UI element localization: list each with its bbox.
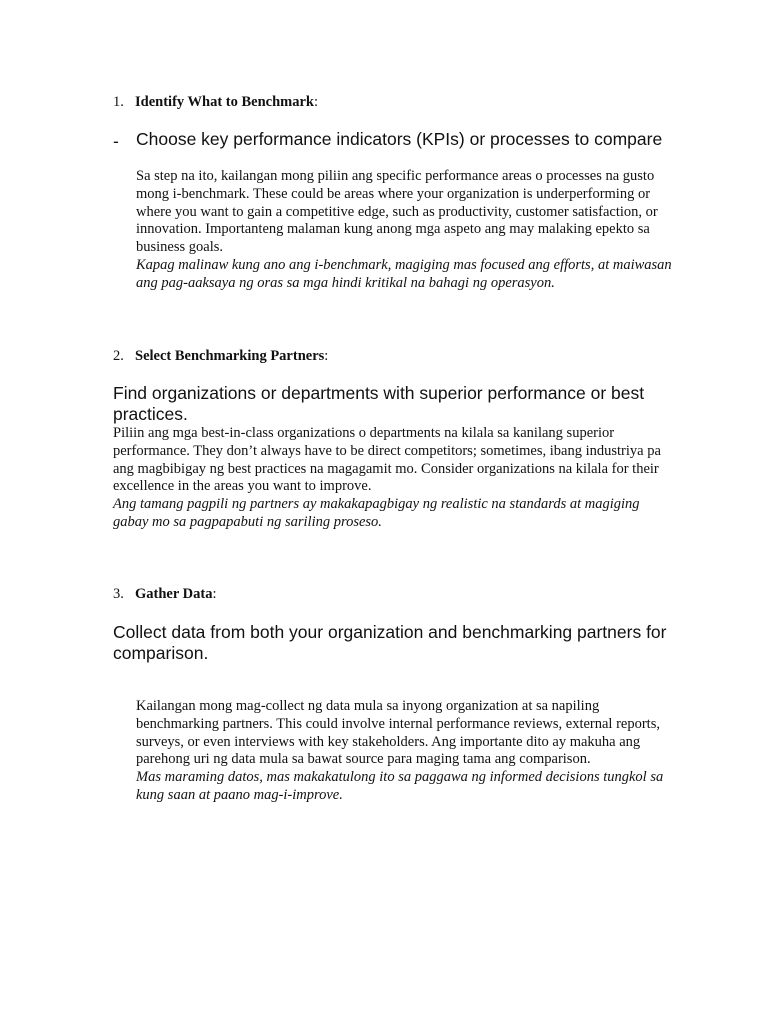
section-3-note: Mas maraming datos, mas makakatulong ito sa paggawa ng informed decisions tungkol sa kung saan at paano mag-i-improve. bbox=[136, 769, 664, 803]
section-3-subheading: Collect data from both your organization and benchmarking partners for comparison. bbox=[113, 622, 667, 663]
section-2-heading bbox=[113, 348, 673, 368]
section-2-subheading: Find organizations or departments with superior performance or best practices. bbox=[113, 383, 645, 424]
section-1-bullet: - bbox=[113, 131, 119, 151]
section-2-number: 2. bbox=[113, 348, 124, 364]
section-2-title: Select Benchmarking Partners bbox=[135, 348, 325, 364]
section-1-note: Kapag malinaw kung ano ang i-benchmark, magiging mas focused ang efforts, at maiwasan ang pag-aaksaya ng oras sa mga hindi kritikal na bahagi ng operasyon. bbox=[136, 256, 672, 291]
section-3-heading bbox=[113, 586, 673, 606]
section-2-body: Piliin ang mga best-in-class organizations o departments na kilala sa kanilang superior performance. They don’t always have to be direct competitors; sometimes, ibang industriya pa ang magbibigay ng best practices na magagamit mo. Consider organizations na kilala for their excellence in the areas you want to improve. bbox=[113, 425, 661, 495]
section-1-title: Identify What to Benchmark bbox=[135, 94, 314, 110]
section-3-colon: : bbox=[212, 586, 217, 602]
section-3-content bbox=[136, 698, 671, 805]
section-1-subheading: Choose key performance indicators (KPIs) or processes to compare bbox=[136, 129, 663, 149]
section-2-colon: : bbox=[324, 348, 329, 364]
section-2-note: Ang tamang pagpili ng partners ay makakapagbigay ng realistic na standards at magiging gabay mo sa pagpapabuti ng sariling proseso. bbox=[113, 496, 640, 530]
section-1-number: 1. bbox=[113, 94, 124, 110]
section-3-number: 3. bbox=[113, 586, 124, 602]
section-1-content bbox=[136, 168, 676, 293]
section-2-content bbox=[113, 425, 673, 532]
section-1-heading bbox=[113, 94, 673, 114]
section-3-title: Gather Data bbox=[135, 586, 213, 602]
section-3-body: Kailangan mong mag-collect ng data mula sa inyong organization at sa napiling benchmarking partners. This could involve internal performance reviews, external reports, surveys, or even interviews with key stakeholders. Ang importante dito ay makuha ang parehong uri ng data mula sa bawat source para maging tama ang comparison. bbox=[136, 698, 660, 768]
section-1-body: Sa step na ito, kailangan mong piliin ang specific performance areas o processes na gusto mong i-benchmark. These could be areas where your organization is underperforming or where you want to gain a competitive edge, such as productivity, customer satisfaction, or innovation. Importanteng malaman kung anong mga aspeto ang may malaking epekto sa business goals. bbox=[136, 168, 658, 256]
section-1-colon: : bbox=[313, 94, 319, 110]
